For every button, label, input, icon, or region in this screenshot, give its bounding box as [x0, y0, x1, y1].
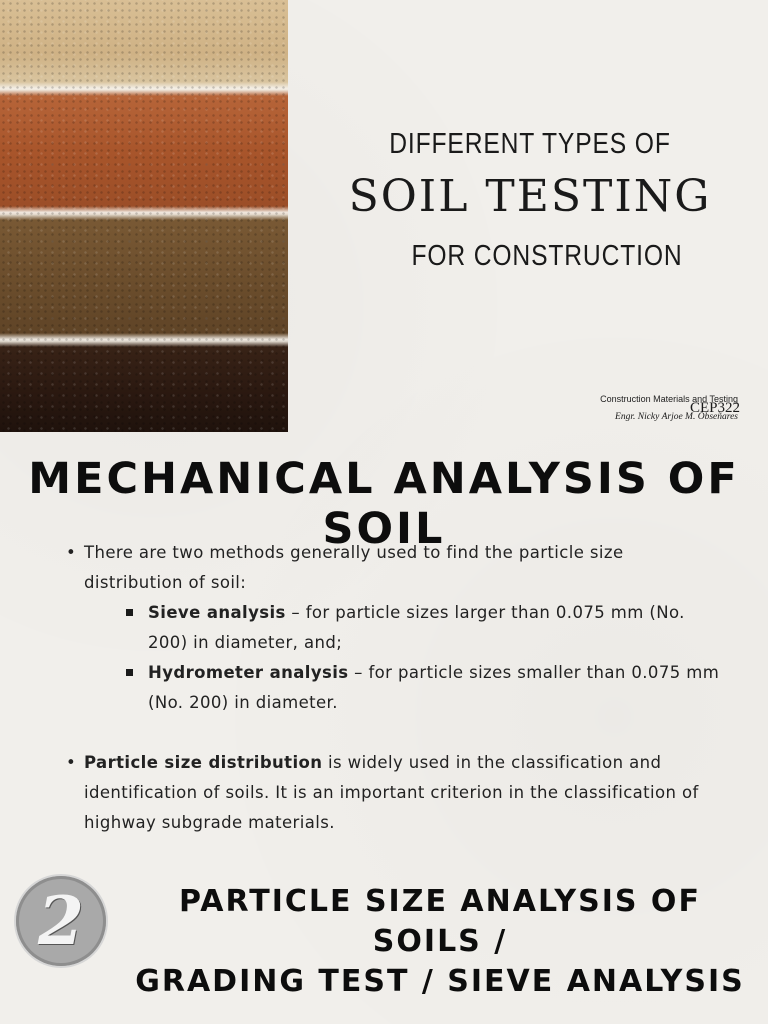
sub-item-term: Hydrometer analysis	[148, 663, 349, 682]
bullet-dot: •	[66, 753, 77, 772]
bullet-desc: is widely used in the classification and identification of soils. It is an important criterion in the classification of highway subgrade materials.	[84, 753, 699, 832]
bullet-dot: •	[66, 543, 77, 562]
sub-item-text	[148, 598, 726, 658]
sub-list-item	[126, 658, 726, 718]
sub-item-text	[148, 658, 726, 718]
title-main: SOIL TESTING	[348, 171, 712, 222]
square-bullet-icon	[126, 598, 148, 658]
sub-item-desc: – for particle sizes smaller than 0.075 mm (No. 200) in diameter.	[148, 663, 720, 712]
title-block	[300, 120, 760, 273]
content-body	[66, 538, 726, 838]
title-line-1: DIFFERENT TYPES OF	[389, 128, 671, 160]
badge-number: 2	[38, 882, 84, 960]
soil-layers-image	[0, 0, 288, 432]
number-badge	[16, 876, 106, 966]
instructor-name: Engr. Nicky Arjoe M. Obseñares	[615, 412, 738, 422]
bullet-term: Particle size distribution	[84, 753, 323, 772]
course-info	[600, 394, 738, 422]
square-bullet-icon	[126, 658, 148, 718]
sub-list-item	[126, 598, 726, 658]
footer-title-line-1: PARTICLE SIZE ANALYSIS OF SOILS /	[179, 884, 701, 959]
bullet-text: There are two methods generally used to find the particle size distribution of soil:	[84, 543, 624, 592]
section-heading: MECHANICAL ANALYSIS OF SOIL	[28, 454, 740, 554]
course-code: CEP322	[689, 400, 740, 416]
sub-item-desc: – for particle sizes larger than 0.075 mm (No. 200) in diameter, and;	[148, 603, 685, 652]
bullet-item	[66, 748, 726, 838]
footer-title-line-2: GRADING TEST / SIEVE ANALYSIS	[135, 964, 745, 999]
sub-list	[126, 598, 726, 718]
bullet-item	[66, 538, 726, 598]
course-name: Construction Materials and Testing	[600, 394, 738, 404]
footer-title	[120, 882, 760, 1002]
title-line-3: FOR CONSTRUCTION	[411, 240, 683, 272]
sub-item-term: Sieve analysis	[148, 603, 286, 622]
bullet-text	[84, 748, 726, 838]
